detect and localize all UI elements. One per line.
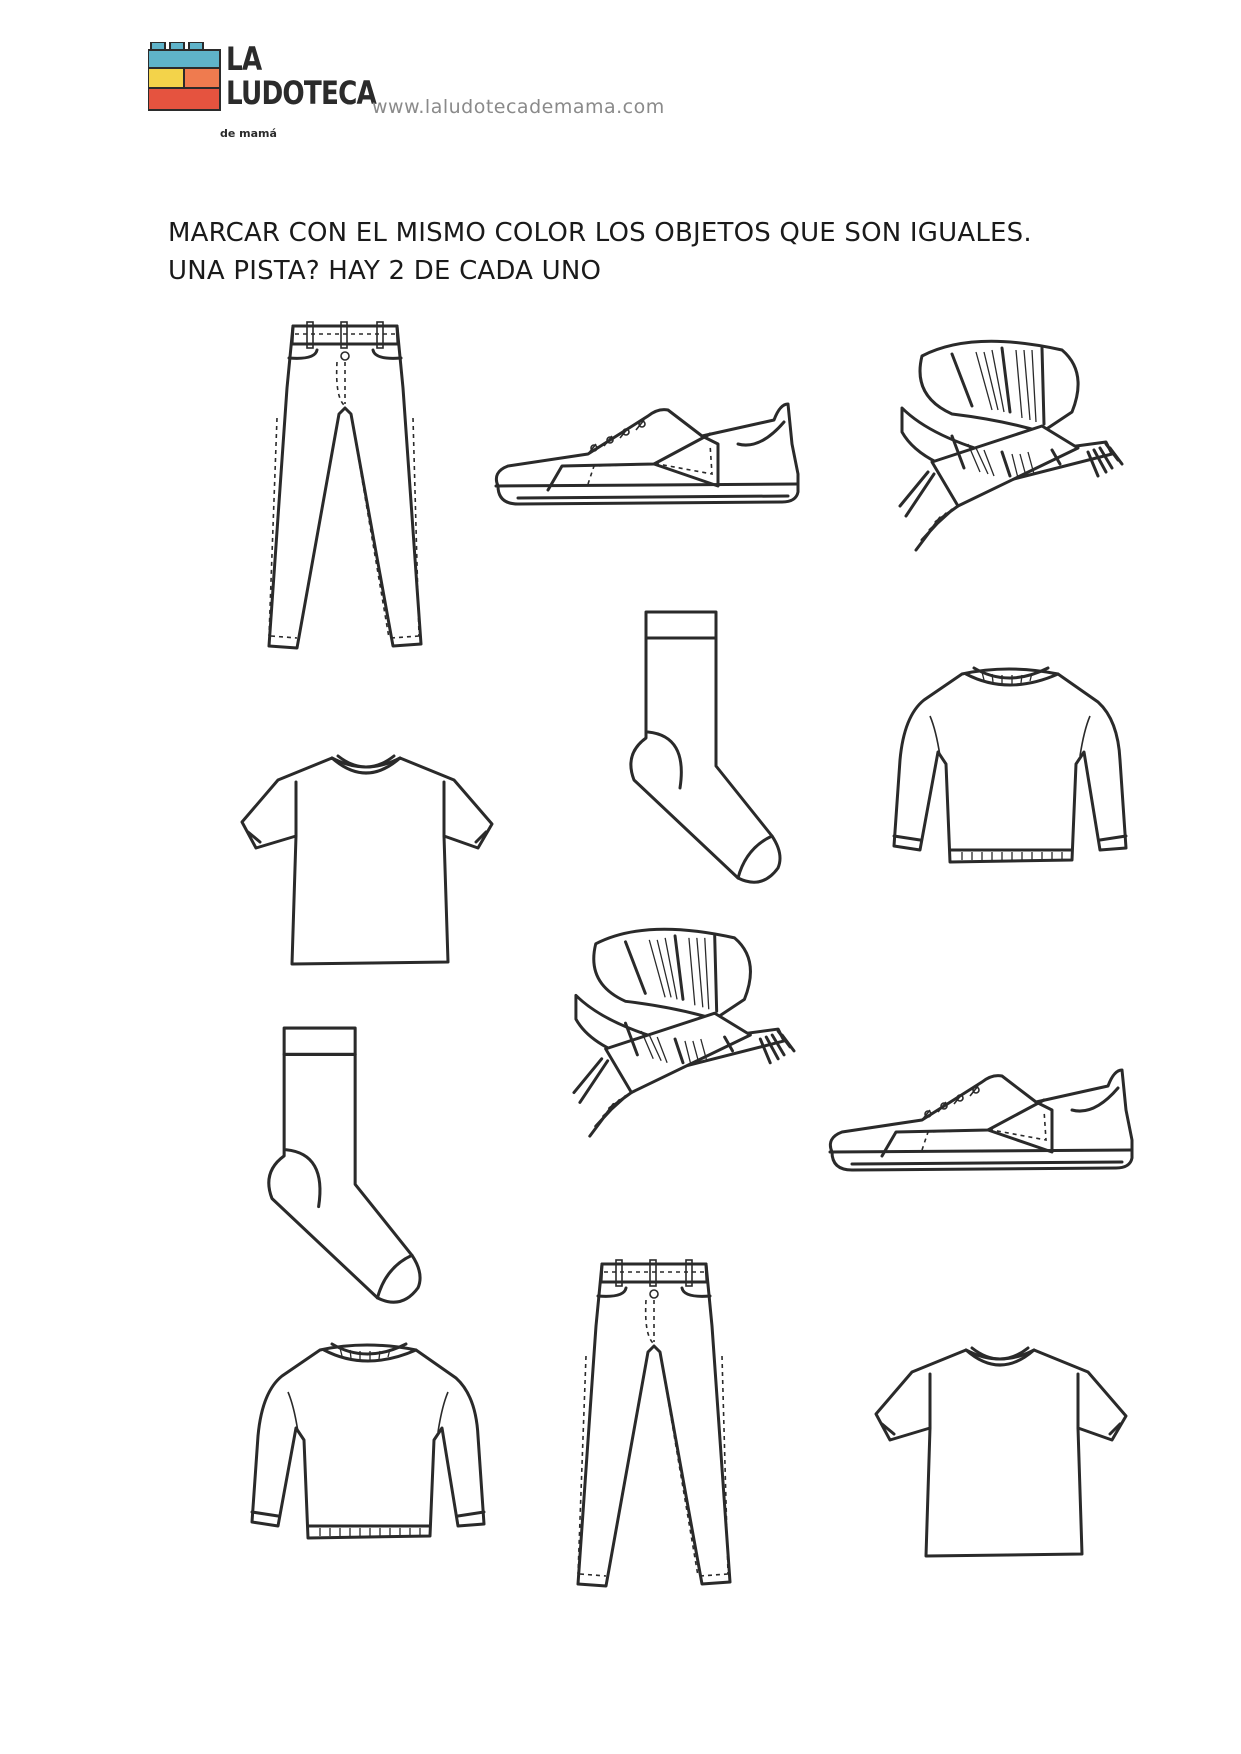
scarf-icon[interactable] (892, 336, 1122, 564)
instruction-line-1: MARCAR CON EL MISMO COLOR LOS OBJETOS QUE SON IGUALES. (168, 218, 1032, 248)
sock-icon[interactable] (266, 1024, 424, 1306)
brand-name-line2: LUDOTECA (226, 74, 377, 112)
sweater-icon[interactable] (250, 1336, 486, 1554)
scarf-icon[interactable] (560, 924, 800, 1150)
tshirt-icon[interactable] (874, 1344, 1128, 1560)
brand-name-line1: LA (226, 40, 262, 78)
jeans-icon[interactable] (265, 318, 425, 656)
brand-logo (148, 42, 378, 142)
website-url: www.laludotecademama.com (372, 96, 665, 118)
instruction-line-2: UNA PISTA? HAY 2 DE CADA UNO (168, 256, 602, 286)
brand-subtitle: de mamá (220, 127, 277, 140)
brick-logo-icon (148, 42, 223, 118)
sock-icon[interactable] (630, 608, 782, 886)
sneaker-icon[interactable] (488, 374, 800, 514)
brand-name (226, 42, 376, 110)
sneaker-icon[interactable] (822, 1040, 1134, 1180)
tshirt-icon[interactable] (240, 752, 494, 968)
instructions (168, 214, 1032, 290)
sweater-icon[interactable] (892, 660, 1128, 878)
jeans-icon[interactable] (574, 1256, 734, 1594)
